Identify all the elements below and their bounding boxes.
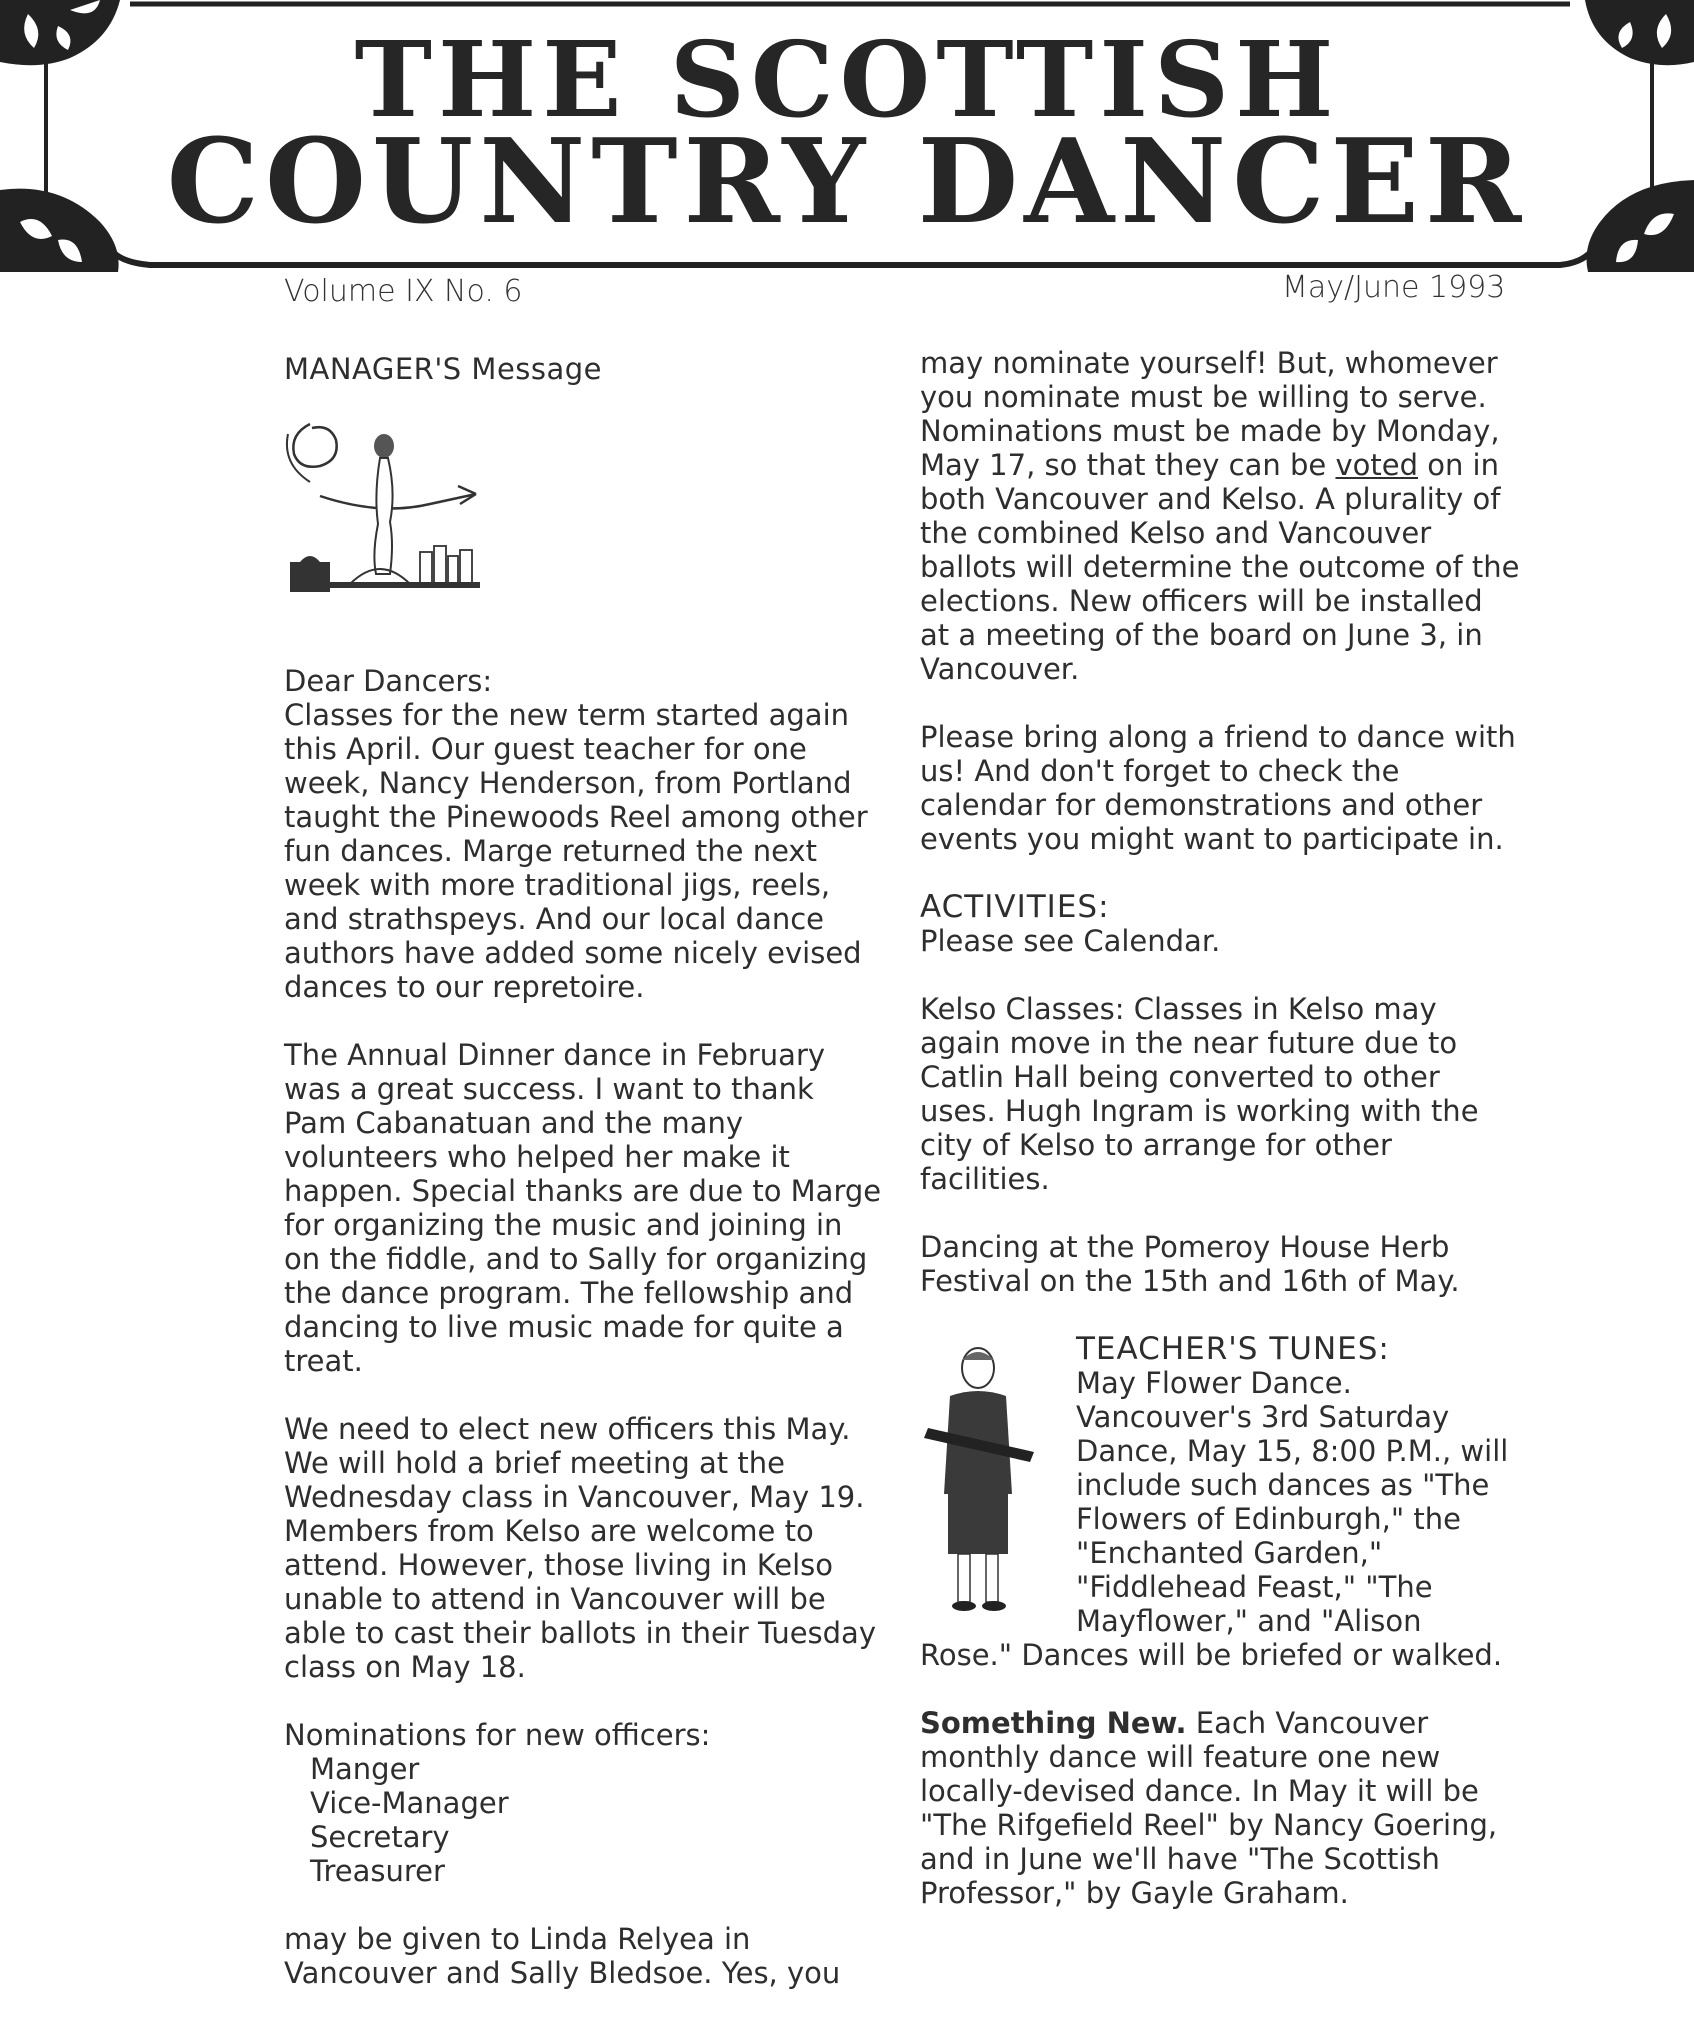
office-item: Vice-Manager <box>310 1786 509 1820</box>
right-column <box>920 346 1520 1910</box>
office-item: Secretary <box>310 1820 450 1854</box>
masthead-title-line-1: THE SCOTTISH <box>354 18 1340 141</box>
left-column <box>284 352 884 1990</box>
activities-text: Please see Calendar. <box>920 924 1221 958</box>
activities-heading: ACTIVITIES: <box>920 889 1110 925</box>
voted-underlined: voted <box>1335 448 1418 482</box>
kelso-classes-paragraph: Kelso Classes: Classes in Kelso may again move in the near future due to Catlin Hall being converted to other uses. Hugh Ingram is working with the city of Kelso to arrange for other facilities. <box>920 992 1479 1196</box>
masthead-title-line-2: COUNTRY DANCER <box>166 114 1528 250</box>
something-new-label: Something New. <box>920 1706 1187 1740</box>
pomeroy-paragraph: Dancing at the Pomeroy House Herb Festival on the 15th and 16th of May. <box>920 1230 1460 1298</box>
annual-dinner-paragraph: The Annual Dinner dance in February was a great success. I want to thank Pam Cabanatuan and the many volunteers who helped her make it happen. Special thanks are due to Marge for organizing the music and joining in on the fiddle, and to Sally for organizing the dance program. The fellowship and dancing to live music made for quite a treat. <box>284 1038 882 1378</box>
teachers-tunes-section <box>920 1332 1520 1672</box>
something-new-text: Each Vancouver monthly dance will feature one new locally-devised dance. In May it will be "The Rifgefield Reel" by Nancy Goering, and in June we'll have "The Scottish Professor," by Gayle Graham. <box>920 1706 1498 1910</box>
bring-friend-paragraph: Please bring along a friend to dance with us! And don't forget to check the calendar for demonstrations and other events you might want to participate in. <box>920 720 1516 856</box>
elect-officers-paragraph: We need to elect new officers this May. We will hold a brief meeting at the Wednesday class in Vancouver, May 19. Members from Kelso are welcome to attend. However, those living in Kelso unable to attend in Vancouver will be able to cast their ballots in their Tuesday class on May 18. <box>284 1412 876 1684</box>
something-new-paragraph <box>920 1706 1520 1910</box>
office-item: Manger <box>310 1752 420 1786</box>
dancer-illustration-icon <box>280 404 500 604</box>
issue-date: May/June 1993 <box>1282 270 1506 305</box>
managers-message-heading: MANAGER'S Message <box>284 352 603 386</box>
volume-number: Volume IX No. 6 <box>284 274 523 309</box>
nominations-text-a: may nominate yourself! But, whomever you nominate must be willing to serve. Nominations must be made by Monday, May 17, so that they can be <box>920 346 1500 482</box>
teachers-tunes-text: May Flower Dance. Vancouver's 3rd Saturday Dance, May 15, 8:00 P.M., will include such dances as "The Flowers of Edinburgh," the "Enchanted Garden," "Fiddlehead Feast," "The Mayflower," and "Alison Rose." Dances will be briefed or walked. <box>920 1366 1509 1672</box>
nominations-continued-paragraph <box>920 346 1520 686</box>
classes-paragraph: Classes for the new term started again this April. Our guest teacher for one week, Nancy Henderson, from Portland taught the Pinewoods Reel among other fun dances. Marge returned the next week with more traditional jigs, reels, and strathspeys. And our local dance authors have added some nicely evised dances to our repretoire. <box>284 698 868 1004</box>
teacher-figure-icon <box>914 1344 1050 1620</box>
nominations-intro: Nominations for new officers: <box>284 1718 711 1752</box>
offices-list <box>284 1752 884 1888</box>
office-item: Treasurer <box>310 1854 445 1888</box>
greeting: Dear Dancers: <box>284 664 493 698</box>
nominations-paragraph: may be given to Linda Relyea in Vancouver and Sally Bledsoe. Yes, you <box>284 1922 841 1990</box>
nominations-text-b: on in both Vancouver and Kelso. A plurality of the combined Kelso and Vancouver ballots will determine the outcome of the elections. New officers will be installed at a meeting of the board on June 3, in Vancouver. <box>920 448 1520 686</box>
masthead <box>0 0 1694 280</box>
teachers-tunes-heading: TEACHER'S TUNES: <box>1076 1331 1390 1367</box>
